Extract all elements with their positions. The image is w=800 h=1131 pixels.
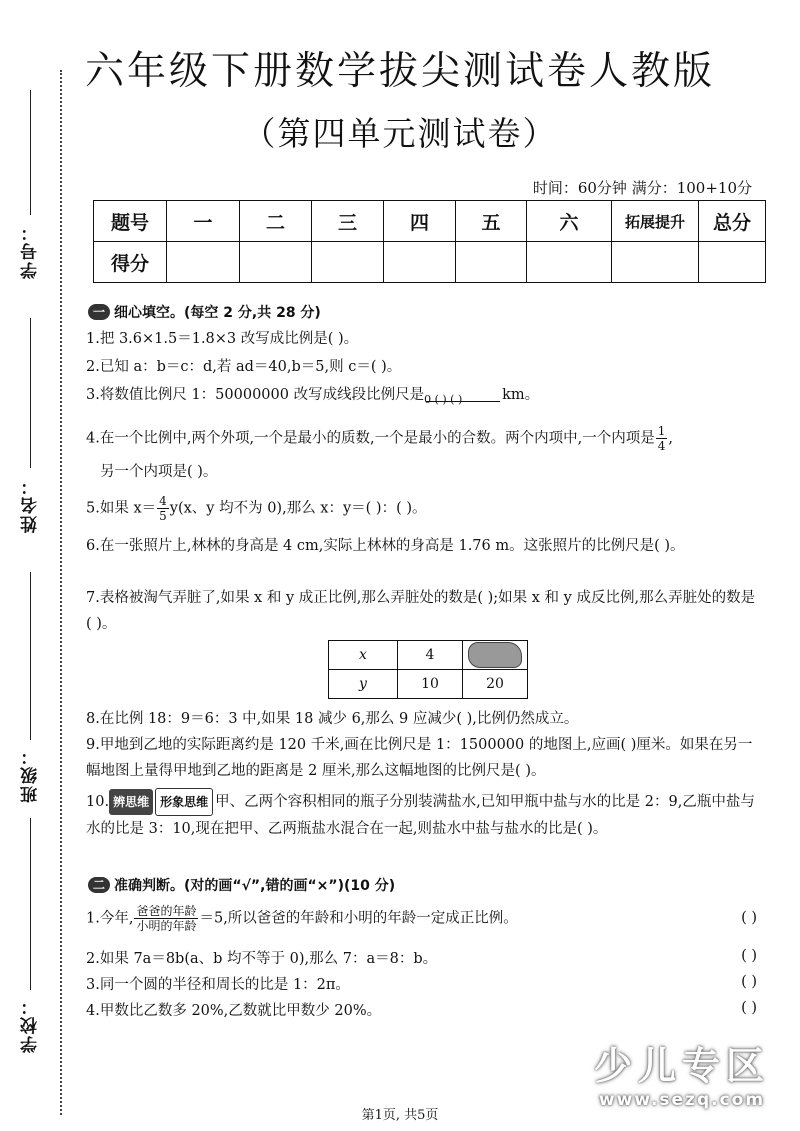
question-10-text: 甲、乙两个容积相同的瓶子分别装满盐水,已知甲瓶中盐与水的比是 2：9,乙瓶中盐与水的比是 3：10,现在把甲、乙两瓶盐水混合在一起,则盐水中盐与盐水的比是( )。 — [86, 794, 755, 837]
score-header-cell: 题号 — [94, 201, 167, 242]
name-line — [30, 318, 31, 468]
question-3-unit: km。 — [502, 387, 540, 403]
judge-2: 2.如果 7a＝8b(a、b 均不等于 0),那么 7：a＝8：b。 — [86, 951, 438, 967]
question-5-text-a: 5.如果 x＝ — [86, 500, 157, 517]
judge-4: 4.甲数比乙数多 20%,乙数就比甲数少 20%。 — [86, 1003, 382, 1019]
section1-title: 细心填空。(每空 2 分,共 28 分) — [114, 305, 321, 321]
judge-1-answer[interactable]: ( ) — [741, 910, 757, 926]
page-footer: 第1页, 共5页 — [361, 1108, 439, 1123]
judge-2-answer[interactable]: ( ) — [741, 948, 757, 964]
question-4-text: 4.在一个比例中,两个外项,一个是最小的质数,一个是最小的合数。两个内项中,一个内项是 — [86, 430, 655, 447]
question-5-text-b: y(x、y 均不为 0),那么 x：y＝( )：( )。 — [169, 500, 427, 517]
question-6: 6.在一张照片上,林林的身高是 4 cm,实际上林林的身高是 1.76 m。这张照片的比例尺是( )。 — [86, 538, 685, 554]
fraction-one-quarter: $\frac{1}{4}$ — [657, 424, 666, 453]
score-table — [93, 200, 766, 283]
binding-dotted-line — [60, 70, 62, 1115]
score-header-cell: 五 — [456, 201, 527, 242]
x-label: x — [329, 641, 398, 670]
time-info: 时间：60分钟 满分：100+10分 — [532, 179, 752, 197]
section1-heading — [88, 302, 321, 322]
question-1: 1.把 3.6×1.5＝1.8×3 改写成比例是( )。 — [86, 331, 359, 347]
question-4-continued: 另一个内项是( )。 — [100, 464, 218, 480]
watermark-logo: 少儿专区 www.sezq.com — [593, 1044, 770, 1110]
score-header-cell: 六 — [527, 201, 612, 242]
score-header-cell: 四 — [384, 201, 456, 242]
name-label: 姓名： — [21, 476, 41, 533]
question-10-number: 10. — [86, 794, 110, 810]
school-line — [30, 818, 31, 990]
score-header-cell: 二 — [240, 201, 312, 242]
line-scale-ruler — [424, 387, 502, 406]
score-input-cell[interactable] — [384, 242, 456, 283]
question-4: 4.在一个比例中,两个外项,一个是最小的质数,一个是最小的合数。两个内项中,一个内项是 $\frac{1}{4}$ , — [86, 424, 674, 453]
x-value: 4 — [398, 641, 463, 670]
score-input-cell[interactable] — [612, 242, 699, 283]
ruler-labels: 0 ( ) ( ) — [424, 393, 463, 406]
question-8: 8.在比例 18：9＝6：3 中,如果 18 减少 6,那么 9 应减少( ),比例仍然成立。 — [86, 711, 579, 727]
score-input-cell[interactable] — [527, 242, 612, 283]
question-5 — [86, 494, 758, 523]
smudged-cell — [463, 641, 528, 670]
score-input-cell[interactable] — [456, 242, 527, 283]
x-row — [329, 641, 528, 670]
y-label: y — [329, 670, 398, 699]
judge-3: 3.同一个圆的半径和周长的比是 1：2π。 — [86, 977, 350, 993]
page-subtitle: （第四单元测试卷） — [242, 114, 558, 153]
score-header-cell: 拓展提升 — [612, 201, 699, 242]
question-7: 7.表格被淘气弄脏了,如果 x 和 y 成正比例,那么弄脏处的数是( );如果 x 和 y 成反比例,那么弄脏处的数是( )。 — [86, 590, 756, 632]
section2-title: 准确判断。(对的画“√”,错的画“×”)(10 分) — [114, 878, 396, 894]
xy-table — [328, 640, 528, 699]
class-label: 班级： — [21, 746, 41, 803]
score-header-row — [94, 201, 766, 242]
tag-bian-siwei: 辨思维 — [109, 789, 153, 815]
score-input-cell[interactable] — [699, 242, 766, 283]
fraction-four-fifths: $\frac{4}{5}$ — [159, 494, 167, 523]
y-value: 20 — [463, 670, 528, 699]
judge-4-answer[interactable]: ( ) — [741, 1000, 757, 1016]
y-value: 10 — [398, 670, 463, 699]
smudge-icon — [468, 642, 522, 668]
score-header-cell: 一 — [167, 201, 240, 242]
fraction-age-ratio: $\frac{\text{爸爸的年龄}}{\text{小明的年龄}}$ — [136, 904, 197, 933]
section1-number-badge: 一 — [88, 304, 110, 320]
question-10 — [86, 788, 758, 842]
score-input-cell[interactable] — [312, 242, 384, 283]
score-header-cell: 三 — [312, 201, 384, 242]
judge-3-answer[interactable]: ( ) — [741, 974, 757, 990]
question-3-text: 3.将数值比例尺 1：50000000 改写成线段比例尺是 — [86, 387, 425, 403]
score-input-cell[interactable] — [167, 242, 240, 283]
y-row — [329, 670, 528, 699]
student-no-label: 学号： — [21, 222, 41, 279]
score-header-cell: 总分 — [699, 201, 766, 242]
score-row-label: 得分 — [94, 242, 167, 283]
tag-xingxiang-siwei: 形象思维 — [155, 788, 213, 816]
section2-heading — [88, 875, 395, 895]
class-line — [30, 572, 31, 740]
score-value-row — [94, 242, 766, 283]
question-9: 9.甲地到乙地的实际距离约是 120 千米,画在比例尺是 1：1500000 的地图上,应画( )厘米。如果在另一幅地图上量得甲地到乙地的距离是 2 厘米,那么这幅地图的比例尺是( )。 — [86, 737, 753, 779]
section2-number-badge: 二 — [88, 877, 110, 893]
question-2: 2.已知 a：b＝c：d,若 ad＝40,b＝5,则 c＝( )。 — [86, 359, 402, 375]
judge-1: 1.今年, $\frac{\text{爸爸的年龄}}{\text{小明的年龄}}$ ＝5,所以爸爸的年龄和小明的年龄一定成正比例。 — [86, 904, 518, 933]
school-label: 学校： — [21, 996, 41, 1053]
page-title: 六年级下册数学拔尖测试卷人教版 — [84, 49, 715, 94]
score-input-cell[interactable] — [240, 242, 312, 283]
question-3 — [86, 382, 758, 408]
